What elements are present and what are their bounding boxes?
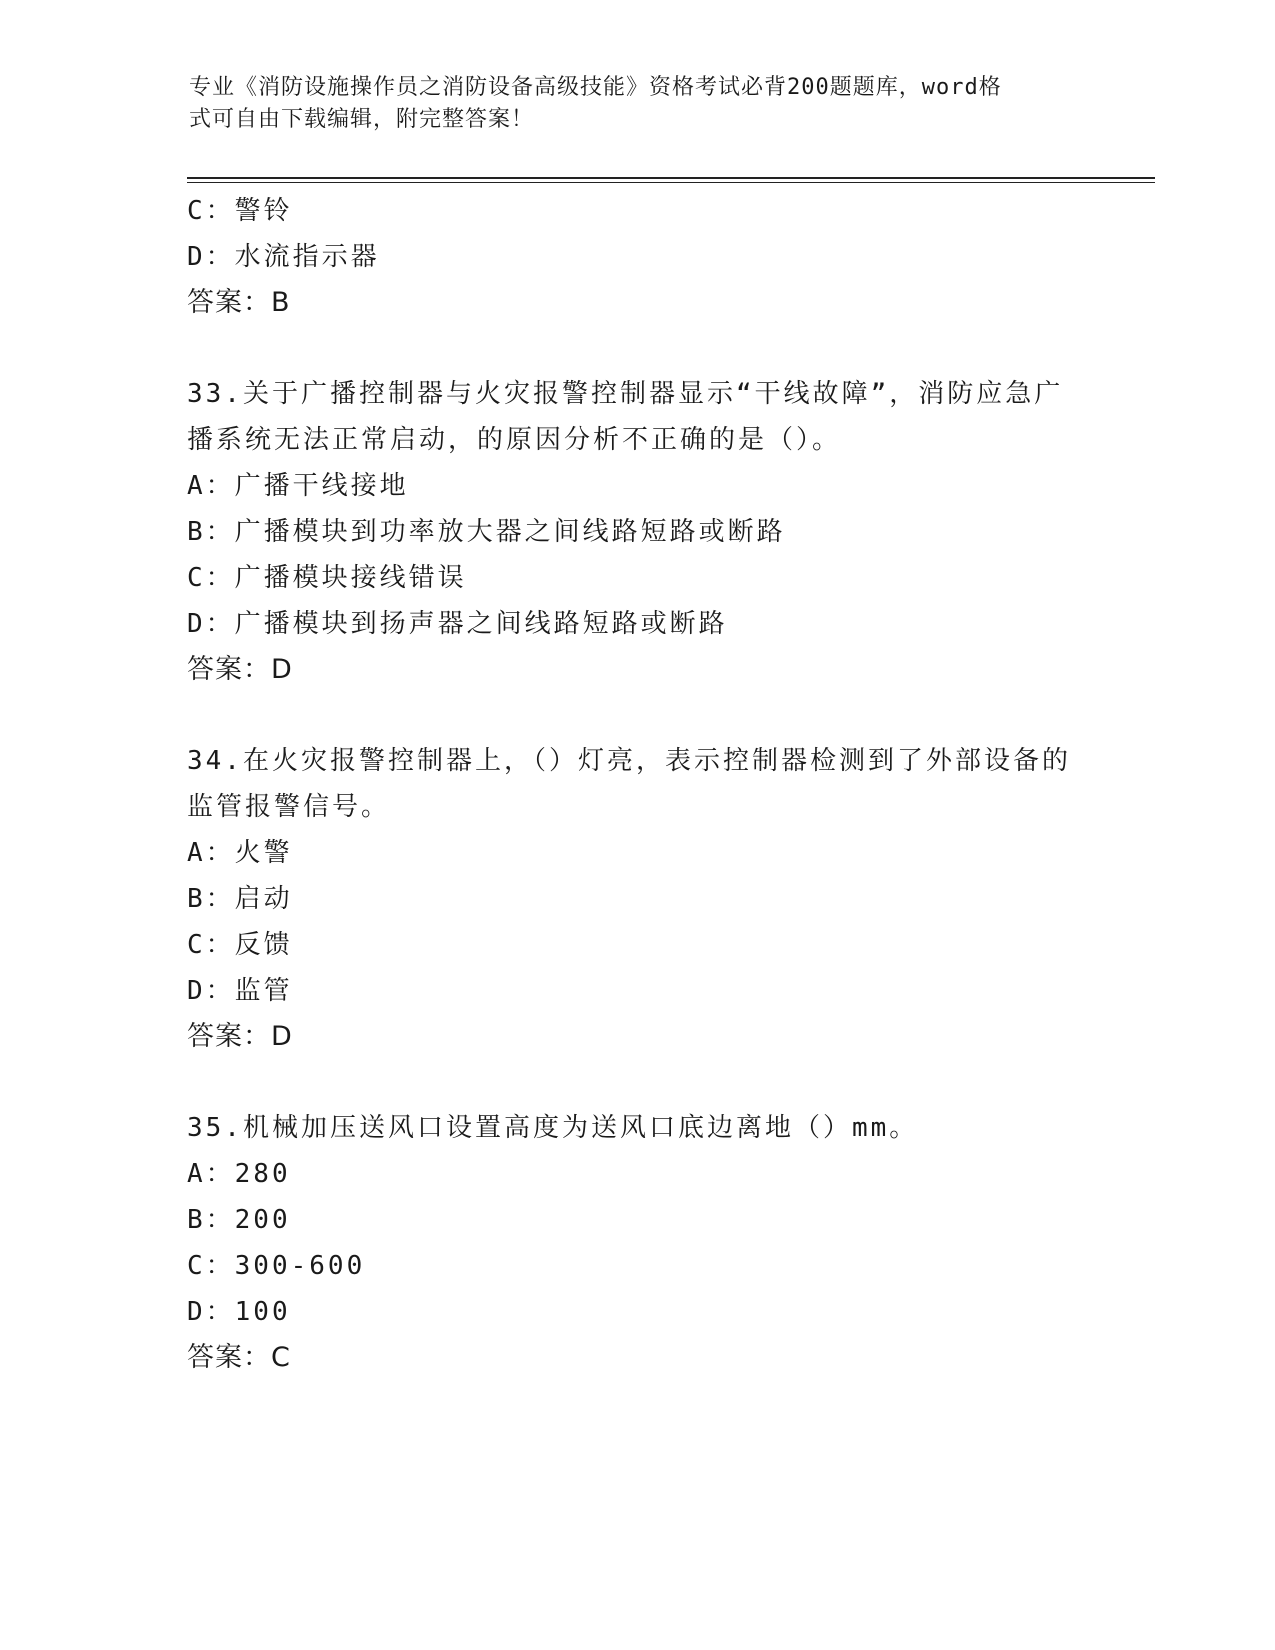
option-c: C：反馈 xyxy=(187,930,293,960)
question-text-line-1: 33.关于广播控制器与火灾报警控制器显示“干线故障”，消防应急广 xyxy=(187,379,1064,409)
option-d: D：100 xyxy=(187,1297,291,1327)
option-b: B：广播模块到功率放大器之间线路短路或断路 xyxy=(187,517,786,547)
answer-line: 答案：C xyxy=(187,1342,291,1373)
question-32-tail xyxy=(187,188,1087,326)
option-c: C：300-600 xyxy=(187,1251,366,1281)
answer-line: 答案：B xyxy=(187,287,291,318)
option-d: D：监管 xyxy=(187,976,293,1006)
header-line-1: 专业《消防设施操作员之消防设备高级技能》资格考试必背200题题库，word格 xyxy=(189,75,1002,100)
question-list xyxy=(187,188,1087,1381)
option-b: B：启动 xyxy=(187,884,293,914)
question-33 xyxy=(187,371,1087,693)
option-a: A：广播干线接地 xyxy=(187,471,409,501)
header-line-2: 式可自由下载编辑，附完整答案！ xyxy=(189,107,535,132)
question-35 xyxy=(187,1105,1087,1381)
answer-line: 答案：D xyxy=(187,1021,293,1052)
header-divider-thick xyxy=(187,177,1155,179)
spacer xyxy=(187,1060,1087,1105)
option-d: D：广播模块到扬声器之间线路短路或断路 xyxy=(187,609,728,639)
question-text-line-1: 35.机械加压送风口设置高度为送风口底边离地（）mm。 xyxy=(187,1113,919,1143)
option-a: A：火警 xyxy=(187,838,293,868)
option-b: B：200 xyxy=(187,1205,291,1235)
question-text-line-2: 播系统无法正常启动，的原因分析不正确的是（）。 xyxy=(187,425,842,455)
option-c: C：警铃 xyxy=(187,196,293,226)
page-header xyxy=(189,72,1079,136)
spacer xyxy=(187,326,1087,371)
header-divider-thin xyxy=(187,182,1155,183)
question-text-line-2: 监管报警信号。 xyxy=(187,792,391,822)
question-text-line-1: 34.在火灾报警控制器上，（）灯亮，表示控制器检测到了外部设备的 xyxy=(187,746,1071,776)
option-d: D：水流指示器 xyxy=(187,242,380,272)
answer-line: 答案：D xyxy=(187,654,293,685)
option-a: A：280 xyxy=(187,1159,291,1189)
spacer xyxy=(187,693,1087,738)
question-34 xyxy=(187,738,1087,1060)
option-c: C：广播模块接线错误 xyxy=(187,563,467,593)
